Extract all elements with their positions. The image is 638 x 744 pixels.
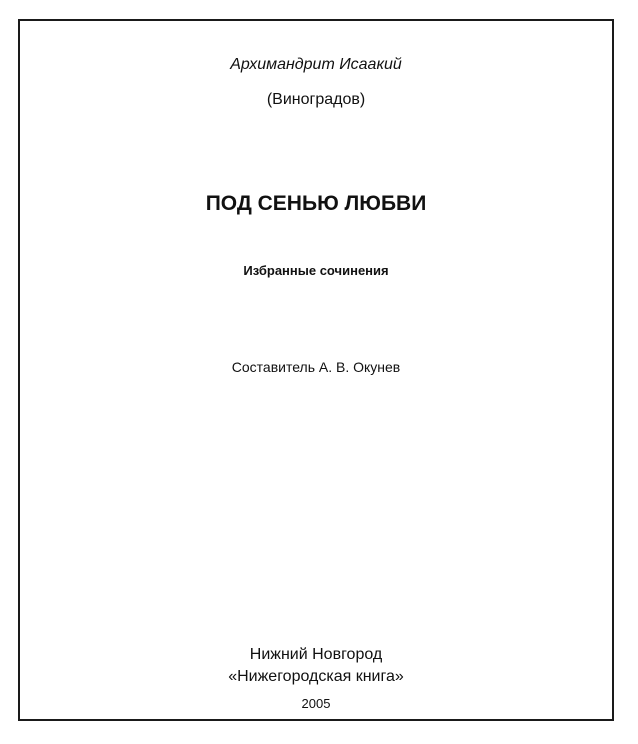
title-page	[18, 19, 614, 721]
book-subtitle: Избранные сочинения	[243, 263, 389, 278]
author-surname: (Виноградов)	[266, 91, 366, 108]
author-name: Архимандрит Исаакий	[230, 56, 402, 73]
publication-year: 2005	[301, 696, 331, 711]
compiler-credit: Составитель А. В. Окунев	[231, 359, 401, 375]
publisher-name: «Нижегородская книга»	[228, 668, 404, 685]
book-title: ПОД СЕНЬЮ ЛЮБВИ	[205, 192, 427, 215]
publication-city: Нижний Новгород	[249, 646, 383, 663]
